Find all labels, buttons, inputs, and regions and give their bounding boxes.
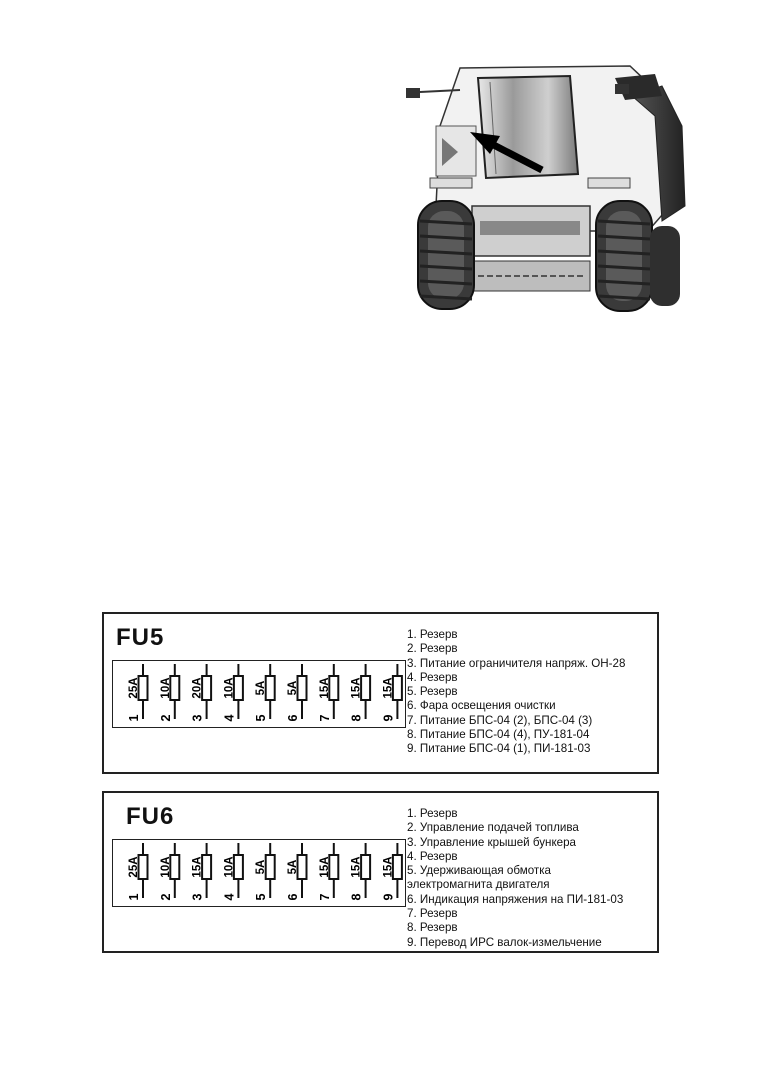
legend-item: 2. Резерв <box>407 642 458 656</box>
legend-item: 3. Управление крышей бункера <box>407 835 576 849</box>
legend-item: 4. Резерв <box>407 849 458 863</box>
legend-item: 9. Питание БПС-04 (1), ПИ-181-03 <box>407 742 591 756</box>
fuse-7 <box>318 664 339 721</box>
fuse-number-label: 2 <box>158 714 173 722</box>
fuse-rating-label: 5A <box>255 680 268 696</box>
fuse-number-label: 9 <box>381 893 396 901</box>
fuse-rating-label: 5A <box>255 859 268 875</box>
fuse-rating-label: 25A <box>128 856 140 878</box>
legend-item: электромагнита двигателя <box>407 878 550 892</box>
fuse-2 <box>159 664 180 721</box>
fuse-rating-label: 15A <box>191 856 204 878</box>
fuse-number-label: 5 <box>254 893 269 901</box>
fuse-3 <box>191 664 212 721</box>
fuse-rating-label: 15A <box>350 677 363 699</box>
legend-item: 5. Удерживающая обмотка <box>407 864 551 878</box>
fuse-number-label: 3 <box>190 893 205 901</box>
fu5-title: FU5 <box>116 624 165 651</box>
fuse-rating-label: 5A <box>287 680 299 696</box>
fuse-number-label: 1 <box>127 714 141 722</box>
fuse-rating-label: 10A <box>223 856 236 878</box>
combine-harvester-image <box>400 56 690 318</box>
fuse-8 <box>350 843 371 900</box>
fuse-number-label: 4 <box>222 714 237 722</box>
fuse-4 <box>222 664 243 721</box>
fuse-number-label: 1 <box>127 893 141 901</box>
fuse-1 <box>127 664 148 721</box>
fuse-3 <box>191 843 212 900</box>
fuse-number-label: 8 <box>349 893 364 901</box>
legend-item: 3. Питание ограничителя напряж. ОН-28 <box>407 656 626 670</box>
fuse-2 <box>159 843 180 900</box>
fuse-number-label: 6 <box>286 714 300 722</box>
fuse-1 <box>127 843 148 900</box>
fu6-panel <box>102 791 659 953</box>
legend-item: 6. Индикация напряжения на ПИ-181-03 <box>407 892 624 906</box>
fuse-number-label: 6 <box>286 893 300 901</box>
legend-item: 1. Резерв <box>407 628 458 641</box>
fuse-5 <box>254 843 275 900</box>
fu5-legend <box>407 628 625 757</box>
legend-item: 5. Резерв <box>407 685 458 699</box>
legend-item: 8. Резерв <box>407 921 458 935</box>
fuse-5 <box>254 664 275 721</box>
fuse-rating-label: 25A <box>128 677 140 699</box>
fuse-6 <box>286 664 307 721</box>
legend-item: 4. Резерв <box>407 670 458 684</box>
fuse-rating-label: 10A <box>223 677 236 699</box>
fuse-9 <box>381 843 402 900</box>
fuse-number-label: 3 <box>190 714 205 722</box>
fuse-rating-label: 15A <box>382 856 395 878</box>
fuse-rating-label: 15A <box>350 856 363 878</box>
fu6-legend <box>407 807 623 950</box>
fuse-number-label: 7 <box>317 714 332 722</box>
legend-item: 6. Фара освещения очистки <box>407 699 556 713</box>
fuse-number-label: 4 <box>222 893 237 901</box>
fuse-number-label: 8 <box>349 714 364 722</box>
fuse-rating-label: 10A <box>159 856 172 878</box>
fu6-fuse-block <box>112 839 406 907</box>
fuse-6 <box>286 843 307 900</box>
fuse-8 <box>350 664 371 721</box>
fuse-rating-label: 10A <box>159 677 172 699</box>
fuse-rating-label: 15A <box>318 856 331 878</box>
fuse-rating-label: 15A <box>382 677 395 699</box>
fuse-7 <box>318 843 339 900</box>
fuse-number-label: 7 <box>317 893 332 901</box>
legend-item: 8. Питание БПС-04 (4), ПУ-181-04 <box>407 728 590 742</box>
fuse-number-label: 9 <box>381 714 396 722</box>
fuse-number-label: 5 <box>254 714 269 722</box>
fu5-panel <box>102 612 659 774</box>
fu5-fuse-block <box>112 660 406 728</box>
legend-item: 1. Резерв <box>407 807 458 820</box>
fuse-4 <box>222 843 243 900</box>
fu6-title: FU6 <box>126 803 175 830</box>
fuse-rating-label: 20A <box>191 677 204 699</box>
fuse-9 <box>381 664 402 721</box>
legend-item: 7. Питание БПС-04 (2), БПС-04 (3) <box>407 713 593 727</box>
legend-item: 2. Управление подачей топлива <box>407 821 579 835</box>
fuse-rating-label: 15A <box>318 677 331 699</box>
fuse-number-label: 2 <box>158 893 173 901</box>
legend-item: 7. Резерв <box>407 907 458 921</box>
fuse-rating-label: 5A <box>287 859 299 875</box>
legend-item: 9. Перевод ИРС валок-измельчение <box>407 935 602 949</box>
